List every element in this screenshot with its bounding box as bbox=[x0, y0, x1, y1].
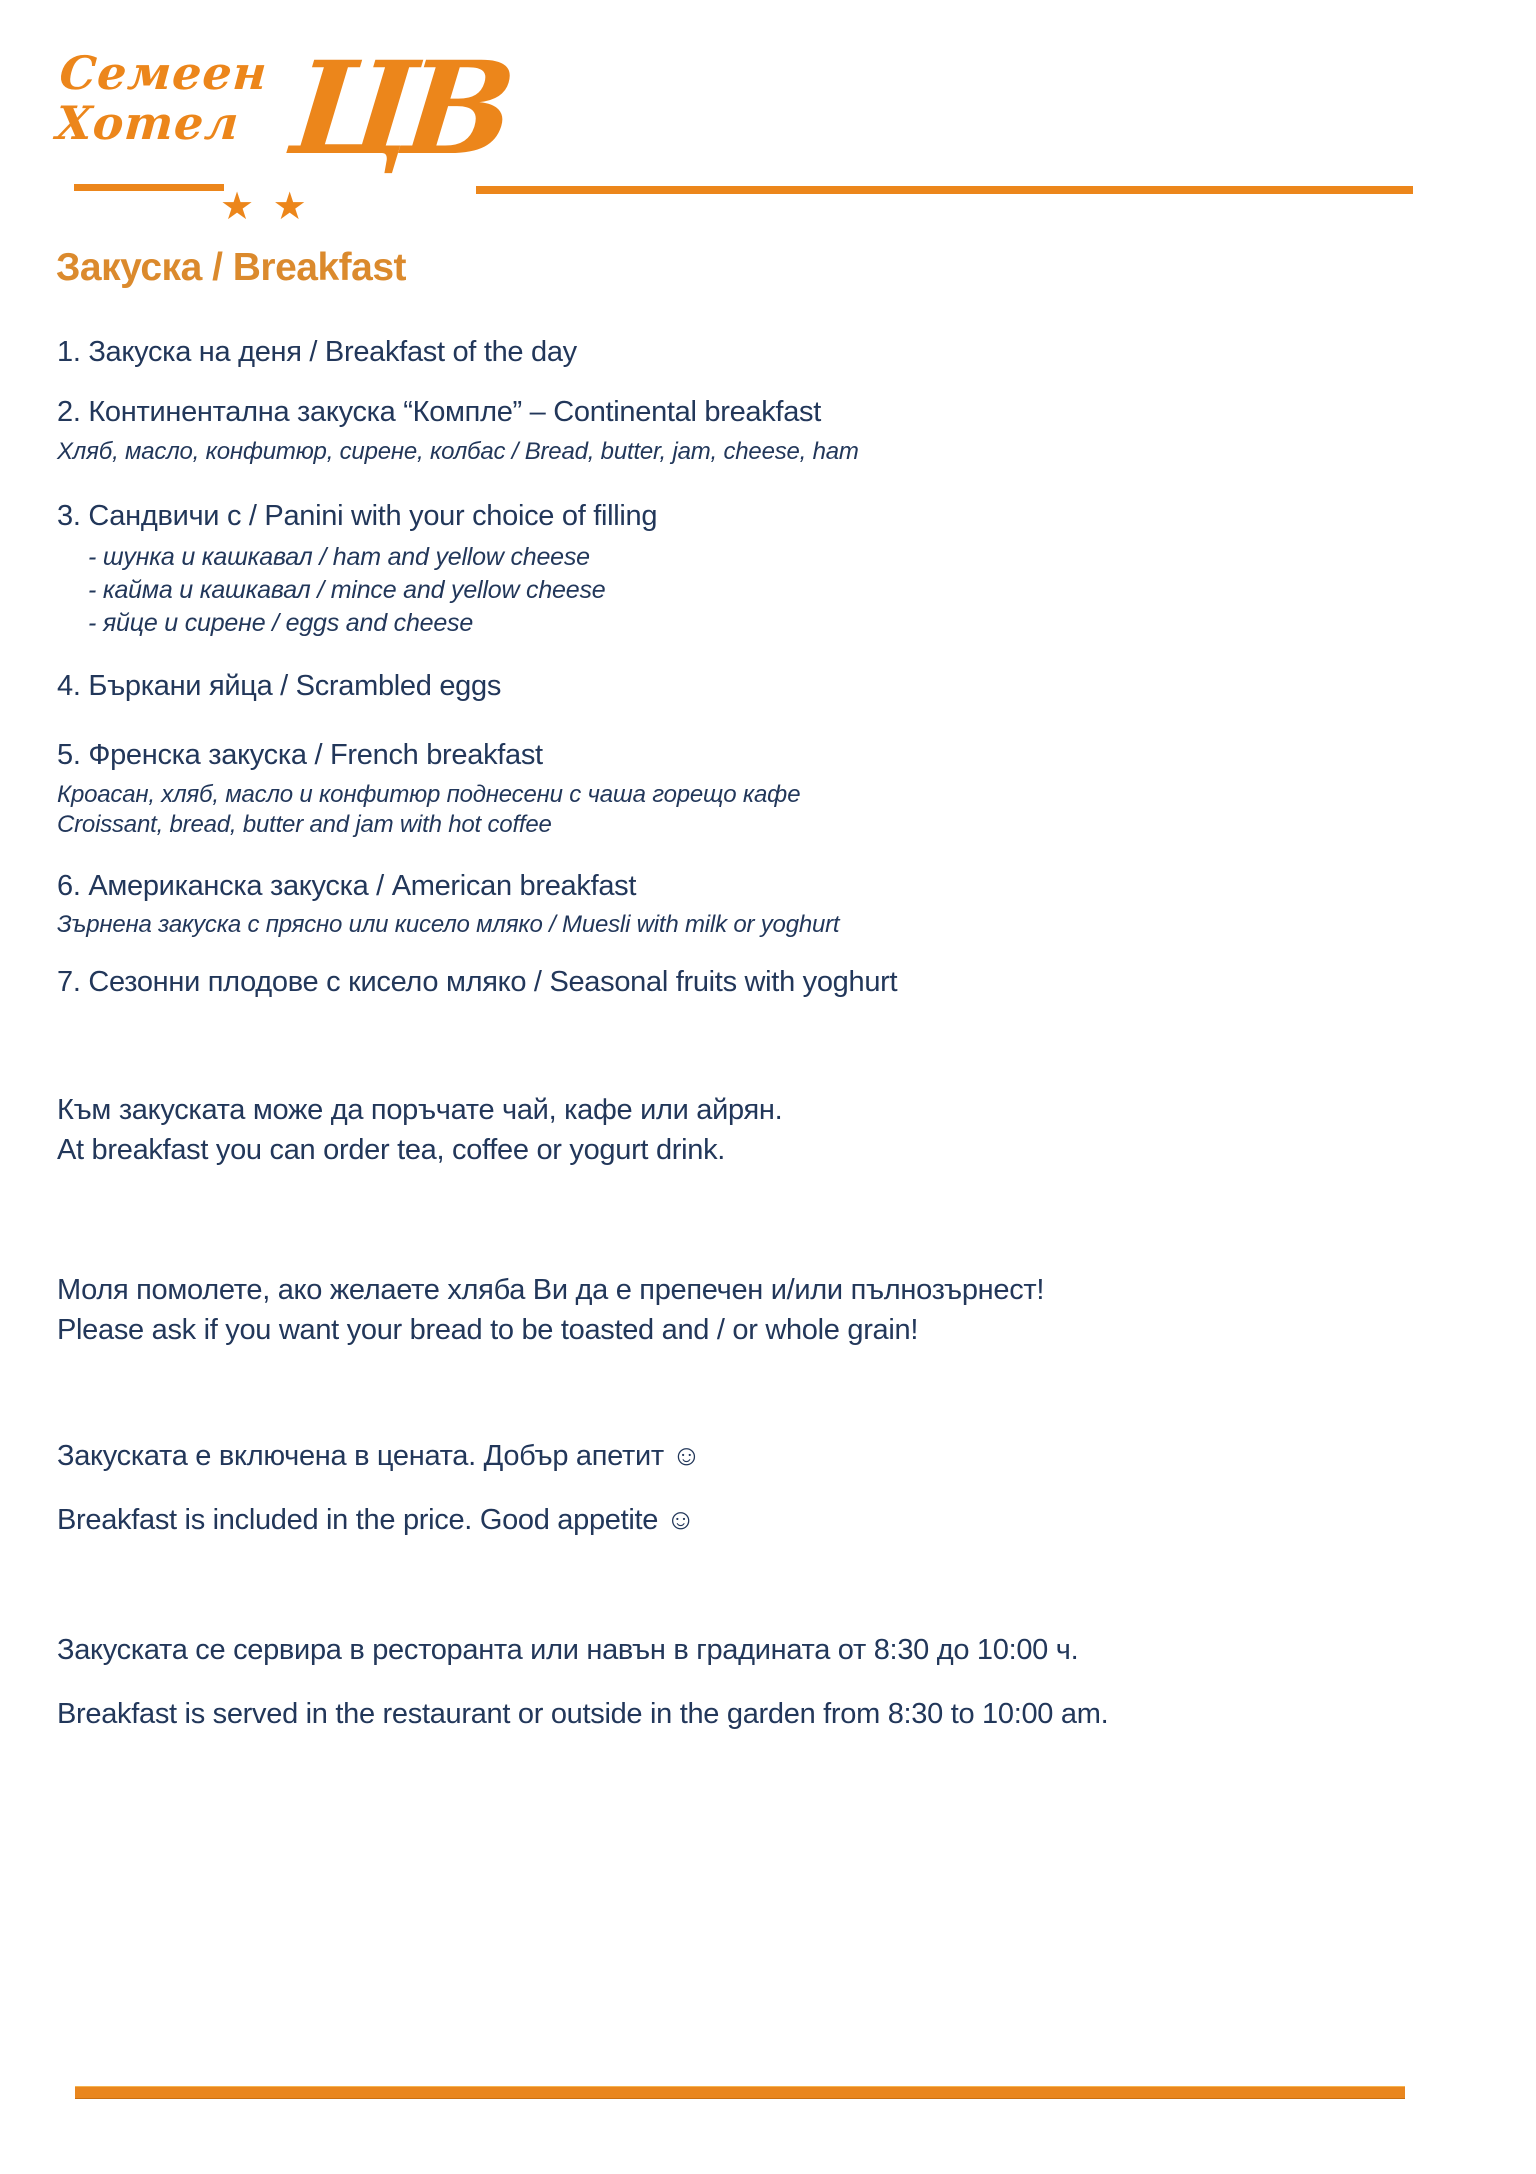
note-bread bbox=[57, 1270, 1044, 1350]
menu-item-6-detail: Зърнена закуска с прясно или кисело мляко / Muesli with milk or yoghurt bbox=[57, 911, 840, 938]
menu-item-5-detail-1: Кроасан, хляб, масло и конфитюр поднесени с чаша горещо кафе bbox=[57, 781, 801, 808]
menu-item-3: 3. Сандвичи с / Panini with your choice of filling bbox=[57, 500, 658, 532]
note-included-bg: Закуската е включена в цената. Добър апетит ☺ bbox=[57, 1440, 701, 1472]
note-included-en: Breakfast is included in the price. Good appetite ☺ bbox=[57, 1504, 696, 1536]
hotel-logo-line1: Семеен bbox=[57, 46, 270, 100]
logo-underline-rule bbox=[74, 184, 224, 191]
note-drinks-en: At breakfast you can order tea, coffee or yogurt drink. bbox=[57, 1134, 726, 1166]
note-bread-bg: Моля помолете, ако желаете хляба Ви да е препечен и/или пълнозърнест! bbox=[57, 1274, 1045, 1306]
menu-item-3-sub-2: - кайма и кашкавал / mince and yellow cheese bbox=[88, 576, 606, 604]
note-bread-en: Please ask if you want your bread to be toasted and / or whole grain! bbox=[57, 1314, 919, 1346]
menu-item-3-sub-3: - яйце и сирене / eggs and cheese bbox=[88, 609, 474, 637]
page-title: Закуска / Breakfast bbox=[56, 246, 407, 289]
menu-item-2: 2. Континентална закуска “Компле” – Continental breakfast bbox=[57, 396, 821, 428]
hotel-logo-wordmark bbox=[55, 48, 270, 148]
hotel-monogram-icon: ЦВ bbox=[284, 34, 512, 184]
note-drinks-bg: Към закуската може да поръчате чай, кафе или айрян. bbox=[57, 1094, 783, 1126]
header-rule bbox=[476, 186, 1413, 194]
hotel-logo-line2: Хотел bbox=[54, 96, 242, 150]
hotel-stars-icon: ★ ★ bbox=[220, 186, 311, 228]
menu-item-6: 6. Американска закуска / American breakfast bbox=[57, 870, 637, 902]
menu-item-1: 1. Закуска на деня / Breakfast of the day bbox=[57, 336, 577, 368]
footer-rule bbox=[75, 2086, 1405, 2099]
note-serving-bg: Закуската се сервира в ресторанта или навън в градината от 8:30 до 10:00 ч. bbox=[57, 1634, 1079, 1666]
menu-item-3-sub-1: - шунка и кашкавал / ham and yellow cheese bbox=[88, 543, 590, 571]
note-serving-en: Breakfast is served in the restaurant or outside in the garden from 8:30 to 10:00 am. bbox=[57, 1698, 1109, 1730]
note-drinks bbox=[57, 1090, 782, 1170]
menu-item-7: 7. Сезонни плодове с кисело мляко / Seasonal fruits with yoghurt bbox=[57, 966, 898, 998]
menu-item-5-detail-2: Croissant, bread, butter and jam with hot coffee bbox=[57, 811, 552, 838]
menu-item-4: 4. Бъркани яйца / Scrambled eggs bbox=[57, 670, 502, 702]
menu-item-2-detail: Хляб, масло, конфитюр, сирене, колбас / Bread, butter, jam, cheese, ham bbox=[57, 438, 859, 465]
menu-item-5: 5. Френска закуска / French breakfast bbox=[57, 739, 543, 771]
